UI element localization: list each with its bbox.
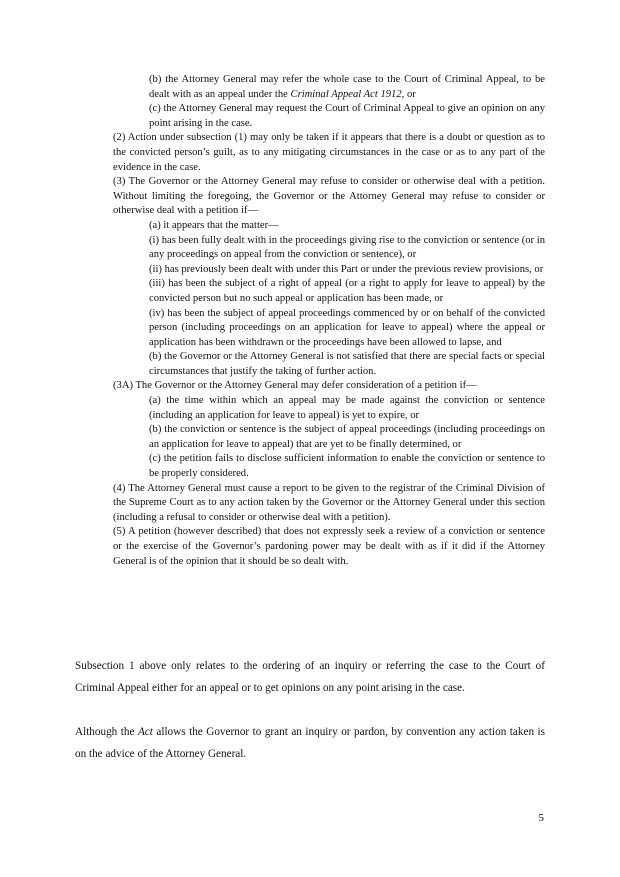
subsection-3-clause-b: (b) the Governor or the Attorney General is not satisfied that there are special facts or special circumstances that justify the taking of further action. bbox=[149, 351, 545, 377]
clause-c-attorney-general: (c) the Attorney General may request the Court of Criminal Appeal to give an opinion on any point arising in the case. bbox=[149, 103, 545, 129]
body-paragraph-2 bbox=[75, 722, 545, 765]
subsection-5: (5) A petition (however described) that does not expressly seek a review of a conviction or sentence or the exercise of the Governor’s pardoning power may be dealt with as if it did if the Attorney General is of the opinion that it should be so dealt with. bbox=[113, 526, 545, 567]
clause-b-attorney-general bbox=[113, 73, 545, 102]
paragraph-text-start: Although the bbox=[75, 726, 138, 738]
body-paragraph-1 bbox=[75, 656, 545, 699]
act-title: Criminal Appeal Act 1912 bbox=[290, 88, 402, 100]
act-reference: Act bbox=[137, 726, 153, 738]
subsection-3-clause-a: (a) it appears that the matter— bbox=[149, 219, 279, 231]
clause-b-text: (b) the Attorney General may refer the whole case to the Court of Criminal Appeal, to be dealt with as an appeal under the bbox=[149, 74, 545, 100]
subsection-3-item-iv: (iv) has been the subject of appeal proceedings commenced by or on behalf of the convicted person (including proceedings on an application for leave to appeal) where the appeal or application has been withdrawn or the proceedings have been allowed to lapse, and bbox=[149, 307, 545, 348]
subsection-3a-clause-b: (b) the conviction or sentence is the subject of appeal proceedings (including proceedings on an application for leave to appeal) that are yet to be finally determined, or bbox=[149, 424, 545, 450]
subsection-3: (3) The Governor or the Attorney General may refuse to consider or otherwise deal with a petition. Without limiting the foregoing, the Governor or the Attorney General may refuse to consider or otherwise deal with a petition if— bbox=[113, 176, 545, 217]
clause-b-end: , or bbox=[401, 88, 416, 100]
page-number: 5 bbox=[538, 812, 544, 824]
subsection-3-item-ii: (ii) has previously been dealt with under this Part or under the previous review provisions, or bbox=[149, 263, 544, 275]
subsection-4: (4) The Attorney General must cause a report to be given to the registrar of the Criminal Division of the Supreme Court as to any action taken by the Governor or the Attorney General under this section (including a refusal to consider or otherwise deal with a petition). bbox=[113, 482, 545, 523]
paragraph-text: Subsection 1 above only relates to the ordering of an inquiry or referring the case to the Court of Criminal Appeal either for an appeal or to get opinions on any point arising in the case. bbox=[75, 660, 545, 694]
subsection-3-item-iii: (iii) has been the subject of a right of appeal (or a right to apply for leave to appeal) by the convicted person but no such appeal or application has been made, or bbox=[149, 278, 545, 304]
subsection-3-item-i: (i) has been fully dealt with in the proceedings giving rise to the conviction or sentence (or in any proceedings on appeal from the conviction or sentence), or bbox=[149, 234, 545, 261]
subsection-3a-clause-c: (c) the petition fails to disclose sufficient information to enable the conviction or sentence to be properly considered. bbox=[149, 453, 545, 480]
paragraph-text bbox=[75, 722, 545, 765]
subsection-2: (2) Action under subsection (1) may only be taken if it appears that there is a doubt or question as to the convicted person’s guilt, as to any mitigating circumstances in the case or as to any part of the evidence in the case. bbox=[113, 132, 545, 173]
subsection-3a: (3A) The Governor or the Attorney General may defer consideration of a petition if— bbox=[113, 380, 477, 392]
paragraph-text-end: allows the Governor to grant an inquiry or pardon, by convention any action taken is on the advice of the Attorney General. bbox=[75, 726, 545, 760]
quoted-legislation bbox=[113, 73, 545, 569]
subsection-3a-clause-a: (a) the time within which an appeal may be made against the conviction or sentence (including an application for leave to appeal) is yet to expire, or bbox=[149, 395, 545, 421]
